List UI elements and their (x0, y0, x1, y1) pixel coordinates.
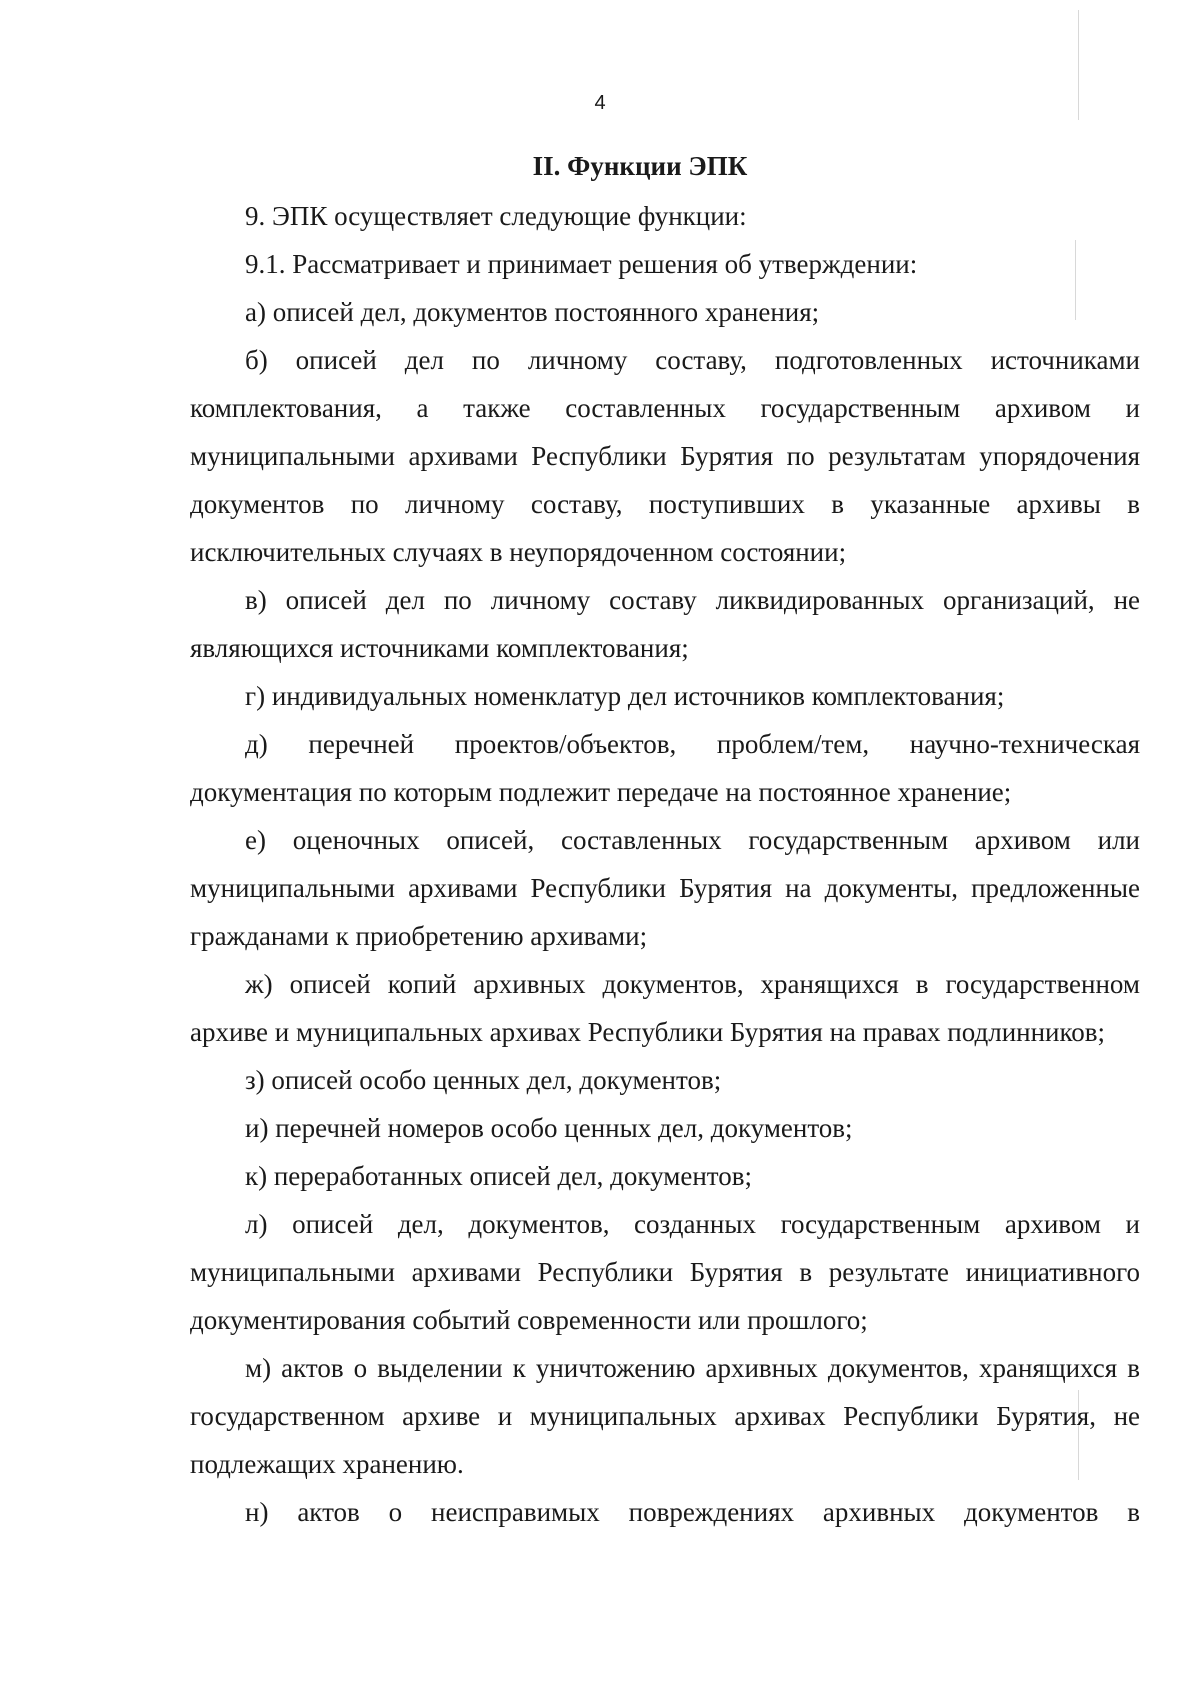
list-item: б) описей дел по личному составу, подготовленных источниками комплектования, а также составленных государственным архивом и муниципальными архивами Республики Бурятия по результатам упорядочения документов по личному составу, поступивших в указанные архивы в исключительных случаях в неупорядоченном состоянии; (190, 345, 1140, 567)
list-item: ж) описей копий архивных документов, хранящихся в государственном архиве и муниципальных архивах Республики Бурятия на правах подлинников; (190, 969, 1140, 1047)
list-item: н) актов о неисправимых повреждениях архивных документов в (245, 1497, 1140, 1527)
list-item: г) индивидуальных номенклатур дел источников комплектования; (245, 681, 1005, 711)
list-item: и) перечней номеров особо ценных дел, документов; (245, 1113, 853, 1143)
list-item: к) переработанных описей дел, документов; (245, 1161, 752, 1191)
page-number: 4 (594, 92, 606, 114)
paragraph: 9. ЭПК осуществляет следующие функции: (245, 201, 747, 231)
list-item: м) актов о выделении к уничтожению архивных документов, хранящихся в государственном архиве и муниципальных архивах Республики Бурятия, не подлежащих хранению. (190, 1353, 1140, 1479)
paragraph: 9.1. Рассматривает и принимает решения об утверждении: (245, 249, 918, 279)
list-item: е) оценочных описей, составленных государственным архивом или муниципальными архивами Республики Бурятия на документы, предложенные гражданами к приобретению архивами; (190, 825, 1140, 951)
document-body (190, 192, 1140, 1536)
list-item: в) описей дел по личному составу ликвидированных организаций, не являющихся источниками комплектования; (190, 585, 1140, 663)
list-item: д) перечней проектов/объектов, проблем/тем, научно-техническая документация по которым подлежит передаче на постоянное хранение; (190, 729, 1140, 807)
section-title: II. Функции ЭПК (532, 151, 748, 181)
list-item: а) описей дел, документов постоянного хранения; (245, 297, 820, 327)
list-item: з) описей особо ценных дел, документов; (245, 1065, 722, 1095)
list-item: л) описей дел, документов, созданных государственным архивом и муниципальными архивами Республики Бурятия в результате инициативного документирования событий современности или прошлого; (190, 1209, 1140, 1335)
